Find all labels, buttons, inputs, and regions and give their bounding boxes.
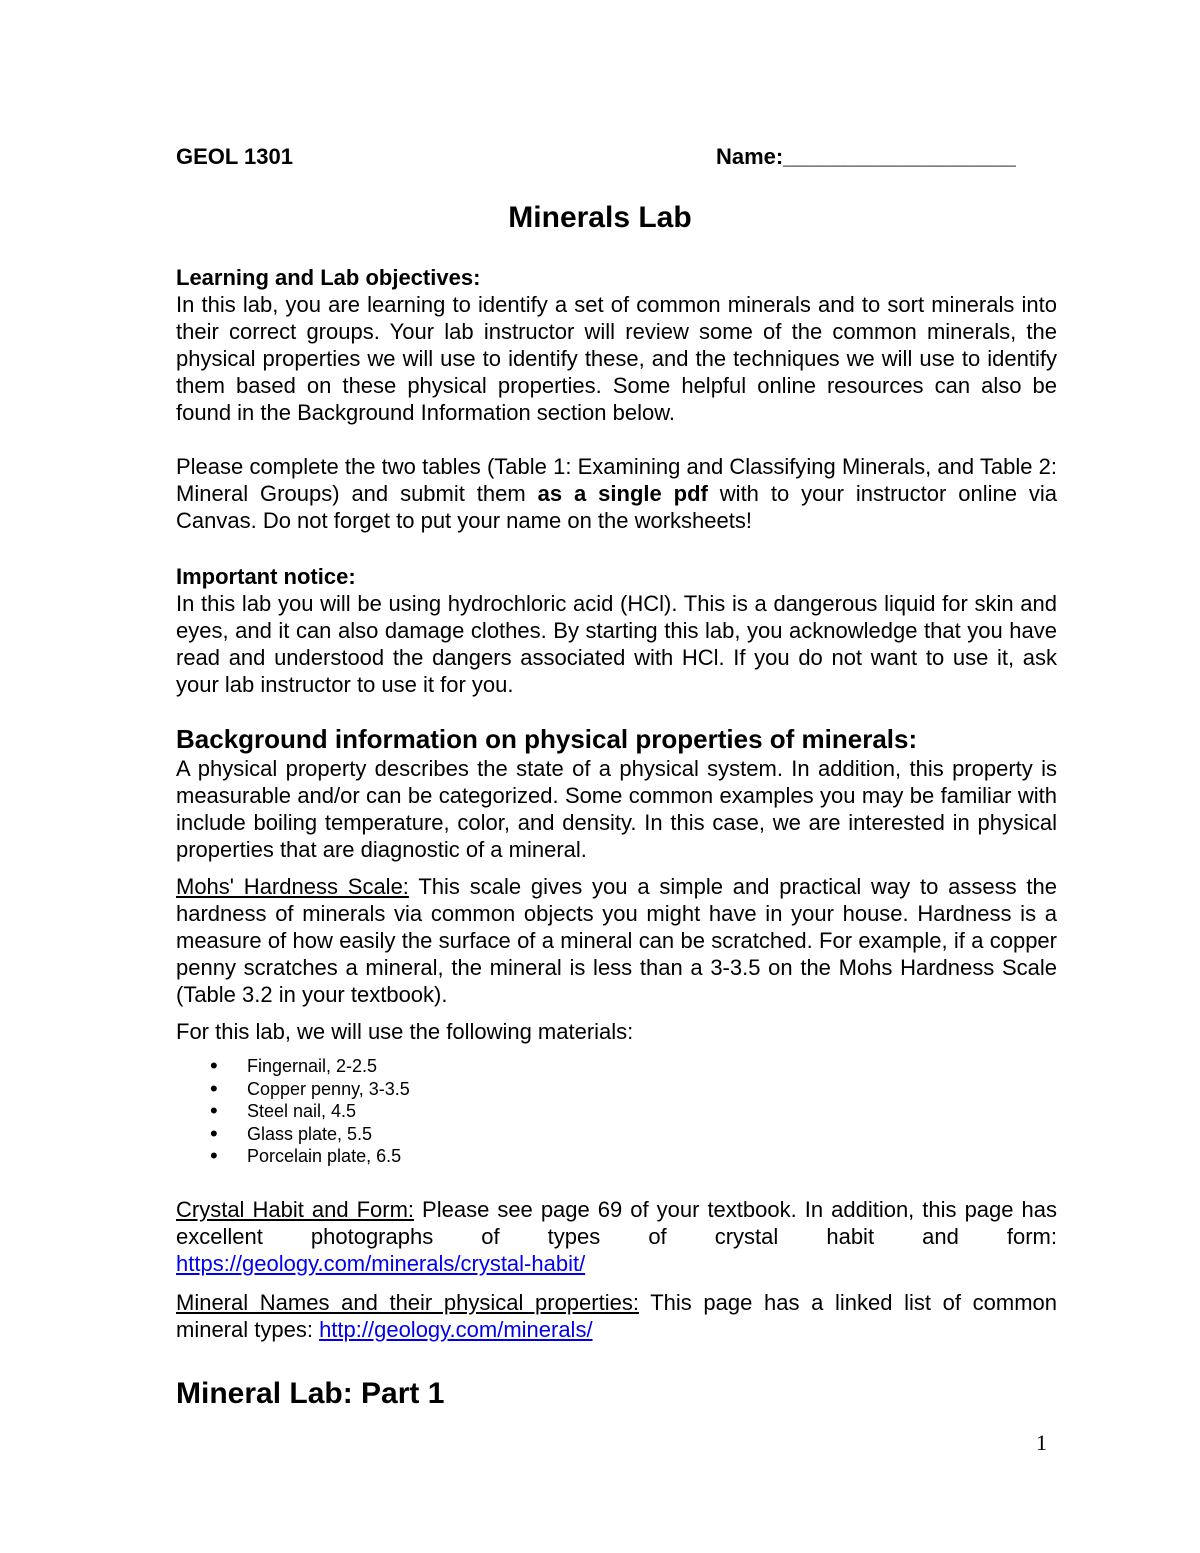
habit-text: Please see page 69 of your textbook. In addition, this page has excellent photographs of types of crystal habit and form:: [176, 1196, 1057, 1249]
objectives-paragraph: In this lab, you are learning to identify a set of common minerals and to sort minerals into their correct groups. Your lab instructor will review some of the common minerals, the physical properties we will use to identify these, and the techniques we will use to identify them based on these physical properties. Some helpful online resources can also be found in the Background Information section below.: [176, 292, 1057, 425]
materials-intro: For this lab, we will use the following materials:: [176, 1019, 634, 1044]
minerals-link[interactable]: http://geology.com/minerals/: [319, 1316, 593, 1342]
list-item: • Fingernail, 2-2.5: [176, 1055, 1057, 1078]
mineral-names-text: This page has a linked list of common mineral types:: [176, 1289, 1057, 1342]
notice-section: [176, 563, 1057, 698]
mineral-names-paragraph: [176, 1289, 1057, 1343]
mohs-label: Mohs' Hardness Scale:: [176, 874, 409, 899]
list-item: • Porcelain plate, 6.5: [176, 1145, 1057, 1168]
part1-heading: Mineral Lab: Part 1: [176, 1377, 445, 1410]
list-item: • Glass plate, 5.5: [176, 1123, 1057, 1146]
submission-paragraph: [176, 453, 1057, 534]
mohs-text: This scale gives you a simple and practical way to assess the hardness of minerals via common objects you might have in your house. Hardness is a measure of how easily the surface of a mineral can be scratched. For example, if a copper penny scratches a mineral, the mineral is less than a 3-3.5 on the Mohs Hardness Scale (Table 3.2 in your textbook).: [176, 874, 1057, 1007]
mohs-paragraph: [176, 873, 1057, 1008]
crystal-habit-link[interactable]: https://geology.com/minerals/crystal-habit/: [176, 1250, 586, 1276]
submission-bold: as a single pdf: [537, 481, 708, 506]
page-number: 1: [1036, 1430, 1047, 1455]
notice-paragraph: In this lab you will be using hydrochloric acid (HCl). This is a dangerous liquid for skin and eyes, and it can also damage clothes. By starting this lab, you acknowledge that you have read and understood the dangers associated with HCl. If you do not want to use it, ask your lab instructor to use it for you.: [176, 591, 1057, 697]
course-code: GEOL 1301: [176, 144, 293, 169]
habit-label: Crystal Habit and Form:: [176, 1196, 415, 1222]
notice-heading: Important notice:: [176, 564, 356, 589]
background-heading: Background information on physical properties of minerals:: [176, 724, 918, 754]
page-title: Minerals Lab: [508, 201, 692, 234]
submission-text-a: Please complete the two tables (Table 1: Examining and Classifying Minerals, and Table 2: Mineral Groups) and submit them: [176, 454, 1057, 506]
name-field-label: Name:___________________: [716, 144, 1016, 169]
part1-section: [176, 1377, 1057, 1411]
submission-text-b: with to your instructor online via Canvas. Do not forget to put your name on the worksheets!: [176, 481, 1057, 533]
habit-paragraph: [176, 1196, 1057, 1277]
mineral-names-label: Mineral Names and their physical properties:: [176, 1289, 639, 1315]
materials-list: [176, 1055, 1057, 1168]
objectives-heading: Learning and Lab objectives:: [176, 265, 481, 290]
list-item: • Steel nail, 4.5: [176, 1100, 1057, 1123]
list-item: • Copper penny, 3-3.5: [176, 1078, 1057, 1101]
background-intro: A physical property describes the state of a physical system. In addition, this property is measurable and/or can be categorized. Some common examples you may be familiar with include boiling temperature, color, and density. In this case, we are interested in physical properties that are diagnostic of a mineral.: [176, 756, 1057, 862]
background-section: [176, 723, 1057, 1343]
objectives-section: [176, 264, 1057, 534]
